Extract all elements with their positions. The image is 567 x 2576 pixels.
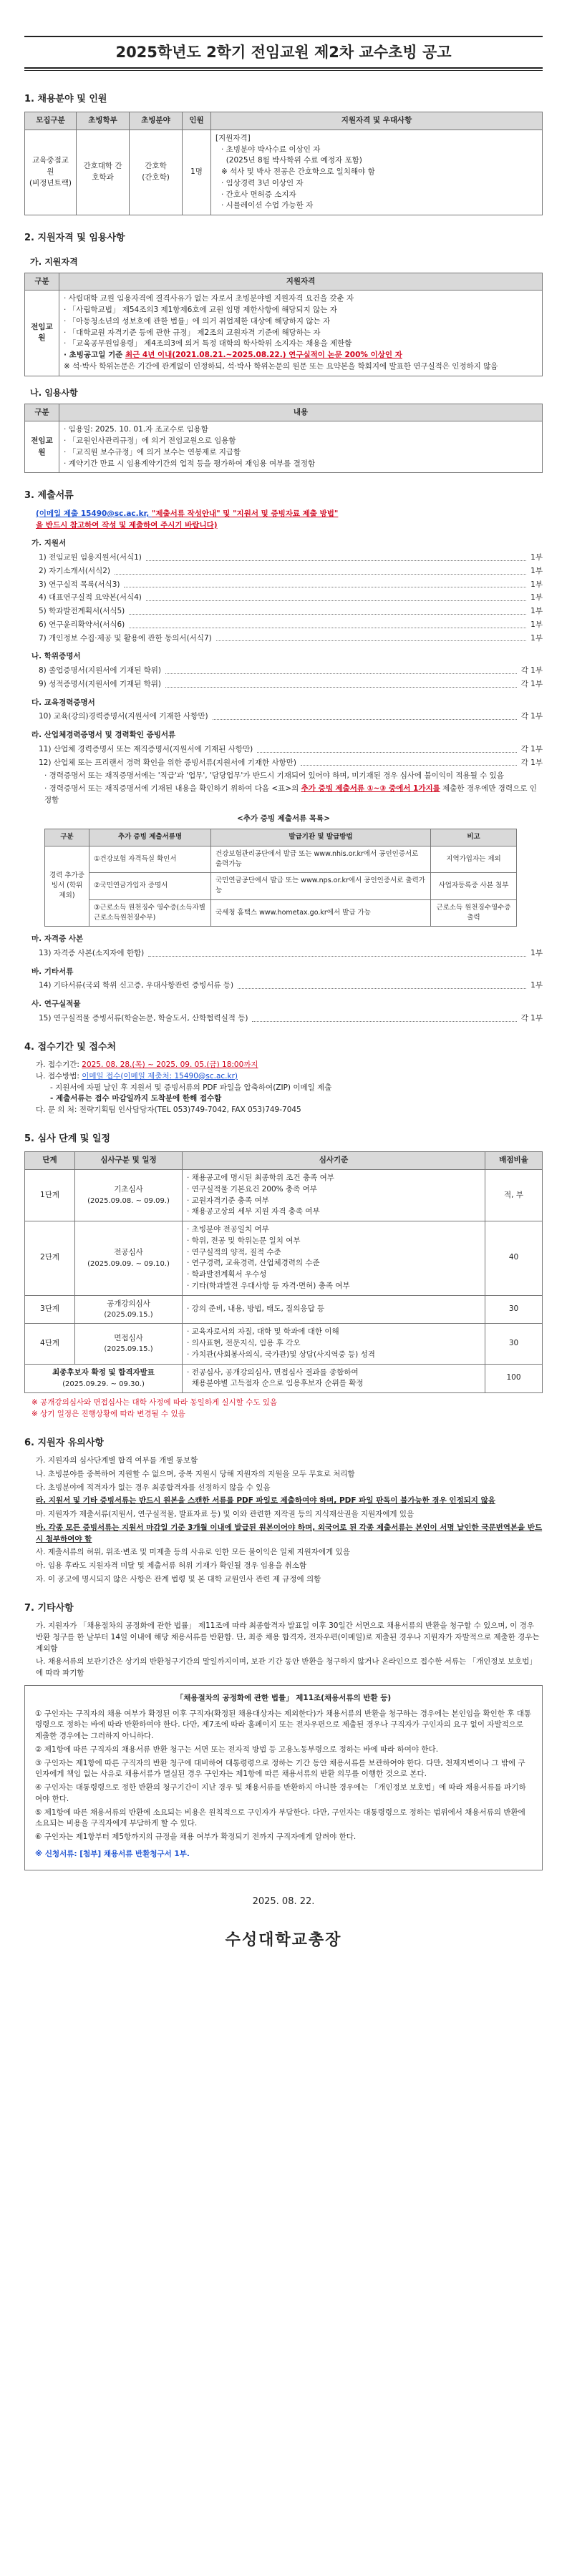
qual-item: · 간호사 면허증 소지자 bbox=[221, 190, 296, 199]
title-rule-bottom-thin bbox=[24, 70, 543, 71]
stage-label: 2단계 bbox=[25, 1221, 75, 1296]
doc-row bbox=[39, 552, 543, 564]
th-category: 모집구분 bbox=[25, 112, 77, 130]
law-box-item: ② 제1항에 따른 구직자의 채용서류 반환 청구는 서면 또는 전자적 방법 등 고용노동부령으로 정하는 바에 따라 하여야 한다. bbox=[35, 1745, 439, 1754]
submission-intro-line1 bbox=[36, 509, 543, 520]
doc-label: 1) 전임교원 임용지원서(서식1) bbox=[39, 553, 142, 562]
doc-label: 12) 산업체 또는 프리랜서 경력 확인을 위한 증빙서류(지원서에 기재한 사항만) bbox=[39, 758, 296, 767]
doc-label: 14) 기타서류(국외 학위 신고증, 우대사항관련 증빙서류 등) bbox=[39, 981, 234, 990]
doc-count: 각 1부 bbox=[520, 744, 543, 753]
doc-leader bbox=[165, 668, 517, 674]
cell-dept: 간호대학 간호학과 bbox=[77, 130, 130, 215]
qual-title: [지원자격] bbox=[215, 133, 251, 142]
qual-item: (2025년 8월 박사학위 수료 예정자 포함) bbox=[221, 156, 362, 165]
eligibility-item: · 「사립학교법」 제54조의3 제1항제6호에 교원 임명 제한사항에 해당되지 않는 자 bbox=[64, 306, 337, 314]
section-7-heading: 7. 기타사항 bbox=[24, 1602, 74, 1614]
docs-sa-list bbox=[24, 1013, 543, 1025]
stage-score: 40 bbox=[485, 1221, 543, 1296]
doc-leader bbox=[216, 635, 526, 641]
stage-label: 최종후보자 확정 및 합격자발표 bbox=[52, 1367, 155, 1377]
doc-leader bbox=[146, 595, 526, 601]
doc-row bbox=[39, 711, 543, 723]
applicant-note: 바. 각종 모든 증빙서류는 지원서 마감일 기준 3개월 이내에 발급된 원본이어야 하며, 외국어로 된 각종 제출서류는 본인이 서명 날인한 국문번역본을 반드시 첨부하여야 함 bbox=[36, 1523, 543, 1543]
criteria-item: · 가치관(사회봉사의식, 국가관)및 상담(사지역중 등) 성격 bbox=[187, 1350, 375, 1359]
section-2-ga: 가. 지원자격 bbox=[30, 256, 78, 267]
cell-eligibility-label: 전임교원 bbox=[25, 291, 59, 376]
period-value: 2025. 08. 28.(목) ~ 2025. 09. 05.(금) 18:00까지 bbox=[82, 1060, 258, 1069]
stage-label: 3단계 bbox=[25, 1295, 75, 1324]
field-text: 간호학 bbox=[145, 162, 167, 171]
reception-method bbox=[36, 1071, 543, 1083]
stage-label: 4단계 bbox=[25, 1324, 75, 1364]
doc-leader bbox=[124, 582, 526, 587]
eligibility-note: ※ 석·박사 학위논문은 기간에 관계없이 인정하되, 석·박사 학위논문의 원문 또는 요약본을 학회지에 발표한 연구실적은 인정하지 않음 bbox=[64, 361, 498, 371]
criteria-item: · 의사표현, 전문지식, 임용 후 각오 bbox=[187, 1339, 301, 1347]
ra-note: · 경력증명서 또는 재직증명서에는 '직급'과 '업무', '담당업무'가 반드시 기재되어 있어야 하며, 미기재된 경우 심사에 불이익이 적용될 수 있음 bbox=[44, 771, 504, 781]
criteria-item: · 교육자로서의 자질, 대학 및 학과에 대한 이해 bbox=[187, 1327, 339, 1337]
doc-count: 1부 bbox=[530, 948, 543, 957]
doc-leader bbox=[146, 555, 526, 561]
cell-field bbox=[130, 130, 183, 215]
stage-date: (2025.09.29. ~ 09.30.) bbox=[62, 1380, 145, 1388]
cell-count: 1명 bbox=[183, 130, 211, 215]
doc-row bbox=[39, 1013, 543, 1025]
eligibility-header bbox=[25, 273, 543, 291]
research-prefix: · 초빙공고일 기준 bbox=[64, 351, 125, 359]
stage-criteria bbox=[183, 1324, 485, 1364]
criteria-item: · 연구실적의 양적, 질적 수준 bbox=[187, 1247, 281, 1257]
stage-score: 적, 부 bbox=[485, 1170, 543, 1221]
th-evidence-note: 비고 bbox=[431, 829, 517, 846]
review-row bbox=[25, 1324, 543, 1364]
docs-ga-list bbox=[24, 552, 543, 644]
doc-label: 5) 학과발전계획서(서식5) bbox=[39, 607, 125, 615]
th-division: 구분 bbox=[25, 273, 59, 291]
review-row bbox=[25, 1170, 543, 1221]
doc-count: 1부 bbox=[530, 580, 543, 589]
doc-label: 8) 졸업증명서(지원서에 기재된 학위) bbox=[39, 666, 161, 675]
appointment-item: · 계약기간 만료 시 임용계약기간의 업적 등을 평가하여 재임용 여부를 결정함 bbox=[64, 459, 316, 468]
docs-ra-list bbox=[24, 744, 543, 769]
criteria-item: · 학위, 전공 및 학위논문 일치 여부 bbox=[187, 1236, 301, 1245]
stage-schedule bbox=[75, 1295, 183, 1324]
stage-schedule bbox=[75, 1170, 183, 1221]
applicant-note: 나. 초빙분야를 중복하여 지원할 수 없으며, 중복 지원시 당해 지원자의 지원을 모두 무효로 처리함 bbox=[36, 1469, 355, 1478]
page-title: 2025학년도 2학기 전임교원 제2차 교수초빙 공고 bbox=[115, 44, 452, 61]
th-appt-content: 내용 bbox=[59, 404, 543, 421]
doc-count: 각 1부 bbox=[520, 758, 543, 767]
criteria-item: · 교원자격기준 충족 여부 bbox=[187, 1196, 269, 1205]
applicant-note: 사. 제출서류의 허위, 위조·변조 및 미제출 등의 사유로 인한 모든 불이익은 일체 지원자에게 있음 bbox=[36, 1548, 350, 1557]
evidence-issuer: 국세청 홈택스 www.hometax.go.kr에서 발급 가능 bbox=[211, 899, 431, 927]
th-stage-schedule: 심사구분 및 일정 bbox=[75, 1152, 183, 1170]
th-evidence-name: 추가 증빙 제출서류명 bbox=[89, 829, 211, 846]
appointment-list bbox=[64, 424, 538, 469]
submission-intro bbox=[36, 509, 543, 532]
qual-item: ※ 석사 및 박사 전공은 간호학으로 일치해야 함 bbox=[221, 167, 375, 176]
applicant-note: 자. 이 공고에 명시되지 않은 사항은 관계 법령 및 본 대학 교원인사 관련 제 규정에 의함 bbox=[36, 1574, 321, 1584]
docs-na-list bbox=[24, 665, 543, 691]
applicant-note: 라. 지원서 및 기타 증빙서류는 반드시 원본을 스캔한 서류를 PDF 파일로 제출하여야 하며, PDF 파일 판독이 불가능한 경우 인정되지 않음 bbox=[36, 1496, 495, 1506]
doc-leader bbox=[148, 951, 526, 957]
reception-contact: 다. 문 의 처: 전략기획팀 인사담당자(TEL 053)749-7042, FAX 053)749-7045 bbox=[36, 1106, 301, 1114]
eligibility-item: · 「아동청소년의 성보호에 관한 법률」에 의거 취업제한 대상에 해당하지 않는 자 bbox=[64, 316, 331, 326]
criteria-item: · 채용공고에 명시된 최종학위 조건 충족 여부 bbox=[187, 1174, 334, 1182]
doc-leader bbox=[301, 760, 517, 766]
applicant-note: 가. 지원자의 심사단계별 합격 여부를 개별 통보함 bbox=[36, 1456, 198, 1465]
stage-score: 30 bbox=[485, 1295, 543, 1324]
law-box-item: ③ 구인자는 제1항에 따른 구직자의 반환 청구에 대비하여 대통령령으로 정하는 기간 동안 채용서류를 보관하여야 한다. 다만, 천재지변이나 그 밖에 구인자에게 책임 없는 사유로 채용서류가 멸실된 경우 구인자는 제1항에 따른 채용서류의 반환 의무를 이행한 것으로 본다. bbox=[35, 1758, 525, 1779]
docs-ma-heading: 마. 자격증 사본 bbox=[32, 935, 84, 943]
submission-email-note: (이메일 제출 15490@sc.ac.kr, bbox=[36, 509, 152, 518]
review-note: ※ 공개강의심사와 면접심사는 대학 사정에 따라 동일하게 실시할 수도 있음 bbox=[32, 1398, 278, 1407]
evidence-note: 사업자등록증 사본 첨부 bbox=[431, 873, 517, 900]
appointment-header bbox=[25, 404, 543, 421]
ra-note-end: 제출한 경우에만 경력으로 인정함 bbox=[44, 784, 537, 804]
stage-criteria bbox=[183, 1295, 485, 1324]
reception-period bbox=[36, 1060, 543, 1071]
applicant-note: 마. 지원자가 제출서류(지원서, 연구실적물, 발표자료 등) 및 이와 관련한 저작권 등의 지식재산권을 지원자에게 있음 bbox=[36, 1510, 415, 1518]
law-box-item: ⑤ 제1항에 따른 채용서류의 반환에 소요되는 비용은 원칙적으로 구인자가 부담한다. 다만, 구인자는 대통령령으로 정하는 범위에서 채용서류의 반환에 소요되는 비용을 구직자에게 부담하게 할 수 있다. bbox=[35, 1807, 525, 1828]
cell-appt-list bbox=[59, 421, 543, 473]
th-dept: 초빙학부 bbox=[77, 112, 130, 130]
doc-row bbox=[39, 679, 543, 691]
law-box-item: ⑥ 구인자는 제1항부터 제5항까지의 규정을 채용 여부가 확정되기 전까지 구직자에게 알려야 한다. bbox=[35, 1833, 357, 1841]
field-sub: (간호학) bbox=[142, 172, 170, 182]
stage-schedule bbox=[75, 1221, 183, 1296]
recruit-table-row bbox=[25, 130, 543, 215]
doc-label: 10) 교육(강의)경력증명서(지원서에 기재한 사항만) bbox=[39, 712, 208, 721]
doc-label: 6) 연구윤리확약서(서식6) bbox=[39, 620, 125, 629]
review-row bbox=[25, 1364, 543, 1393]
review-table bbox=[24, 1151, 543, 1393]
misc-block bbox=[36, 1621, 543, 1679]
doc-row bbox=[39, 980, 543, 992]
doc-label: 7) 개인정보 수집·제공 및 활용에 관한 동의서(서식7) bbox=[39, 633, 212, 643]
review-header bbox=[25, 1152, 543, 1170]
doc-row bbox=[39, 606, 543, 618]
th-stage: 단계 bbox=[25, 1152, 75, 1170]
docs-ra-heading: 라. 산업체경력증명서 및 경력확인 증빙서류 bbox=[32, 731, 176, 739]
cell-qualification bbox=[211, 130, 543, 215]
stage-name: 공개강의심사 bbox=[107, 1299, 150, 1308]
criteria-item: · 연구실적물 기본요건 200% 충족 여부 bbox=[187, 1184, 317, 1194]
section-5-heading: 5. 심사 단계 및 일정 bbox=[24, 1133, 110, 1144]
stage-score: 30 bbox=[485, 1324, 543, 1364]
evidence-name: ②국민연금가입자 증명서 bbox=[89, 873, 211, 900]
evidence-name: ③근로소득 원천징수 영수증(소득자별근로소득원천징수부) bbox=[89, 899, 211, 927]
method-value: 이메일 접수(이메일 제출처: 15490@sc.ac.kr) bbox=[82, 1071, 238, 1080]
doc-label: 9) 성적증명서(지원서에 기재된 학위) bbox=[39, 679, 161, 688]
qual-item: · 임상경력 3년 이상인 자 bbox=[221, 178, 304, 187]
doc-count: 1부 bbox=[530, 981, 543, 990]
th-eligibility: 지원자격 bbox=[59, 273, 543, 291]
stage-criteria bbox=[183, 1221, 485, 1296]
section-2-na: 나. 임용사항 bbox=[30, 387, 78, 398]
docs-ba-heading: 바. 기타서류 bbox=[32, 967, 74, 976]
doc-leader bbox=[257, 747, 516, 753]
evidence-row bbox=[45, 846, 517, 873]
docs-ma-list bbox=[24, 948, 543, 960]
doc-label: 11) 산업체 경력증명서 또는 재직증명서(지원서에 기재된 사항만) bbox=[39, 744, 253, 753]
cell-appt-label: 전임교원 bbox=[25, 421, 59, 473]
misc-item: 나. 채용서류의 보관기간은 상기의 반환청구기간의 말일까지이며, 보관 기간 동안 반환을 청구하지 않거나 온라인으로 접수한 서류는 「개인정보 보호법」에 따라 파기함 bbox=[36, 1657, 537, 1677]
ra-note-highlight: 추가 증빙 제출서류 ①~③ 중에서 1가지를 bbox=[301, 784, 440, 793]
doc-leader bbox=[252, 1016, 516, 1022]
title-rule-bottom bbox=[24, 67, 543, 69]
submission-intro-line2: 을 반드시 참고하여 작성 및 제출하여 주시기 바랍니다) bbox=[36, 520, 218, 530]
applicant-note: 아. 임용 후라도 지원자격 미달 및 제출서류 허위 기재가 확인될 경우 임용을 취소함 bbox=[36, 1561, 307, 1570]
applicant-note: 다. 초빙분야에 적격자가 없는 경우 최종합격자를 선정하지 않을 수 있음 bbox=[36, 1483, 271, 1492]
evidence-label: 경력 추가증빙서 (학위 제외) bbox=[45, 846, 89, 927]
category-sub: (비정년트랙) bbox=[29, 178, 72, 187]
evidence-table-title: <추가 증빙 제출서류 목록> bbox=[237, 814, 330, 823]
doc-row bbox=[39, 948, 543, 960]
applicant-notes bbox=[36, 1455, 543, 1586]
law-box bbox=[24, 1685, 543, 1870]
qual-item: · 시뮬레이션 수업 가능한 자 bbox=[221, 201, 314, 210]
stage-label: 1단계 bbox=[25, 1170, 75, 1221]
doc-count: 1부 bbox=[530, 553, 543, 562]
section-6-heading: 6. 지원자 유의사항 bbox=[24, 1437, 104, 1448]
doc-row bbox=[39, 580, 543, 591]
review-note: ※ 상기 일정은 진행상황에 따라 변경될 수 있음 bbox=[32, 1409, 185, 1418]
section-3-heading: 3. 제출서류 bbox=[24, 490, 74, 502]
review-body bbox=[25, 1170, 543, 1393]
evidence-note: 지역가입자는 제외 bbox=[431, 846, 517, 873]
law-box-item: ④ 구인자는 대통령령으로 정한 반환의 청구기간이 지난 경우 및 채용서류를 반환하지 아니한 경우에는 「개인정보 보호법」에 따라 채용서류를 파기하여야 한다. bbox=[35, 1783, 526, 1803]
docs-da-list bbox=[24, 711, 543, 723]
th-qualification: 지원자격 및 우대사항 bbox=[211, 112, 543, 130]
th-evidence-div: 구분 bbox=[45, 829, 89, 846]
doc-leader bbox=[238, 983, 526, 989]
stage-schedule bbox=[75, 1324, 183, 1364]
category-text: 교육중점교원 bbox=[32, 156, 69, 176]
section-4-heading: 4. 접수기간 및 접수처 bbox=[24, 1041, 117, 1053]
criteria-item: · 전공심사, 공개강의심사, 면접심사 결과를 종합하여 bbox=[187, 1367, 359, 1377]
appointment-item: · 임용일: 2025. 10. 01.자 조교수로 임용함 bbox=[64, 425, 208, 434]
doc-leader bbox=[129, 609, 526, 615]
section-1-heading: 1. 채용분야 및 인원 bbox=[24, 93, 107, 104]
research-highlight: 최근 4년 이내(2021.08.21.~2025.08.22.) 연구실적이 논문 200% 이상인 자 bbox=[125, 351, 402, 359]
title-block bbox=[24, 36, 543, 71]
reception-block bbox=[36, 1060, 543, 1116]
doc-leader bbox=[115, 569, 526, 575]
doc-row bbox=[39, 633, 543, 645]
recruit-table-header bbox=[25, 112, 543, 130]
docs-ga-heading: 가. 지원서 bbox=[32, 539, 67, 548]
docs-na-heading: 나. 학위증명서 bbox=[32, 652, 81, 661]
th-score: 배점비율 bbox=[485, 1152, 543, 1170]
stage-date: (2025.09.08. ~ 09.09.) bbox=[87, 1196, 170, 1205]
doc-label: 4) 대표연구실적 요약본(서식4) bbox=[39, 593, 142, 602]
docs-ba-list bbox=[24, 980, 543, 992]
stage-criteria bbox=[183, 1170, 485, 1221]
period-label: 가. 접수기간: bbox=[36, 1060, 82, 1069]
appointment-table bbox=[24, 404, 543, 474]
criteria-item: · 학과발전계획서 우수성 bbox=[187, 1270, 267, 1279]
docs-da-heading: 다. 교육경력증명서 bbox=[32, 698, 95, 707]
misc-item: 가. 지원자가 「채용절차의 공정화에 관한 법률」 제11조에 따라 최종합격자 발표일 이후 30일간 서면으로 채용서류의 반환을 청구할 수 있으며, 이 경우 반환 청구를 한 날부터 14일 이내에 해당 채용서류를 반환함. 단, 최종 채용 합격자, 전자우편(이메일)로 제출된 경우나 지원자가 자발적으로 제출한 경우는 제외함 bbox=[36, 1621, 540, 1653]
stage-date: (2025.09.15.) bbox=[104, 1345, 153, 1354]
doc-label: 2) 자기소개서(서식2) bbox=[39, 566, 110, 575]
review-final-stage bbox=[25, 1364, 183, 1393]
law-box-title: 「채용절차의 공정화에 관한 법률」 제11조(채용서류의 반환 등) bbox=[175, 1693, 392, 1702]
doc-count: 1부 bbox=[530, 593, 543, 602]
stage-name: 전공심사 bbox=[114, 1247, 143, 1257]
doc-label: 15) 연구실적물 증빙서류(학술논문, 학술도서, 산학협력실적 등) bbox=[39, 1013, 248, 1023]
review-row bbox=[25, 1295, 543, 1324]
criteria-item: 채용분야별 고득점자 순으로 임용후보자 순위를 확정 bbox=[187, 1379, 364, 1388]
eligibility-research-item bbox=[64, 350, 538, 361]
eligibility-table bbox=[24, 273, 543, 376]
eligibility-row bbox=[25, 291, 543, 376]
criteria-item: · 채용공고상의 세부 지원 자격 충족 여부 bbox=[187, 1207, 320, 1216]
evidence-name: ①건강보험 자격득실 확인서 bbox=[89, 846, 211, 873]
section-2-heading: 2. 지원자격 및 임용사항 bbox=[24, 233, 125, 243]
eligibility-item: · 「교육공무원임용령」 제4조의3에 의거 특정 대학의 학사학위 소지자는 채용을 제한함 bbox=[64, 339, 352, 348]
reception-line: - 지원서에 자필 날인 후 지원서 및 증빙서류의 PDF 파일을 압축하여(ZIP) 이메일 제출 bbox=[50, 1083, 332, 1092]
doc-count: 각 1부 bbox=[520, 679, 543, 688]
th-criteria: 심사기준 bbox=[183, 1152, 485, 1170]
doc-count: 각 1부 bbox=[520, 1013, 543, 1023]
doc-leader bbox=[129, 623, 526, 628]
appointment-item: · 「교원인사관리규정」에 의거 전임교원으로 임용함 bbox=[64, 436, 236, 445]
doc-label: 3) 연구실적 목록(서식3) bbox=[39, 580, 120, 589]
evidence-issuer: 건강보험관리공단에서 발급 또는 www.nhis.or.kr에서 공인인증서로 출력가능 bbox=[211, 846, 431, 873]
stage-name: 기초심사 bbox=[114, 1185, 143, 1194]
stage-score: 100 bbox=[485, 1364, 543, 1393]
th-appt-division: 구분 bbox=[25, 404, 59, 421]
doc-count: 각 1부 bbox=[520, 712, 543, 721]
eligibility-list bbox=[64, 293, 538, 372]
evidence-table bbox=[44, 829, 517, 927]
th-evidence-issuer: 발급기관 및 발급방법 bbox=[211, 829, 431, 846]
doc-row bbox=[39, 665, 543, 677]
evidence-row bbox=[45, 873, 517, 900]
recruit-table bbox=[24, 112, 543, 215]
doc-count: 1부 bbox=[530, 566, 543, 575]
doc-row bbox=[39, 744, 543, 756]
criteria-item: · 강의 준비, 내용, 방법, 태도, 질의응답 등 bbox=[187, 1304, 325, 1313]
evidence-issuer: 국민연금공단에서 발급 또는 www.nps.or.kr에서 공인인증서로 출력가능 bbox=[211, 873, 431, 900]
cell-category bbox=[25, 130, 77, 215]
doc-row bbox=[39, 620, 543, 631]
appointment-item: · 「교직원 보수규정」에 의거 보수는 연봉제로 지급함 bbox=[64, 447, 241, 457]
doc-count: 1부 bbox=[530, 607, 543, 615]
criteria-item: · 초빙분야 전공일치 여부 bbox=[187, 1225, 269, 1234]
eligibility-item: · 사립대학 교원 임용자격에 결격사유가 없는 자로서 초빙분야별 지원자격 요건을 갖춘 자 bbox=[64, 294, 354, 303]
criteria-item: · 기타(학과발전 우대사항 등 자격·면허) 충족 여부 bbox=[187, 1281, 350, 1290]
doc-label: 13) 자격증 사본(소지자에 한함) bbox=[39, 948, 145, 957]
notice-date: 2025. 08. 22. bbox=[252, 1896, 315, 1907]
evidence-note: 근로소득 원천징수영수증 출력 bbox=[431, 899, 517, 927]
qual-item: · 초빙분야 박사수료 이상인 자 bbox=[221, 145, 321, 154]
criteria-item: · 연구경력, 교육경력, 산업체경력의 수준 bbox=[187, 1259, 320, 1268]
review-row bbox=[25, 1221, 543, 1296]
law-box-item: ① 구인자는 구직자의 채용 여부가 확정된 이후 구직자(확정된 채용대상자는 제외한다)가 채용서류의 반환을 청구하는 경우에는 본인임을 확인한 후 대통령령으로 정하는 바에 따라 반환하여야 한다. 다만, 제7조에 따라 홈페이지 또는 전자우편으로 제출된 경우나 구직자가 구인자의 요구 없이 자발적으로 제출한 경우에는 그러하지 아니하다. bbox=[35, 1709, 532, 1740]
evidence-row bbox=[45, 899, 517, 927]
cell-eligibility-list bbox=[59, 291, 543, 376]
ra-note-evidence bbox=[44, 784, 543, 806]
appointment-row bbox=[25, 421, 543, 473]
doc-row bbox=[39, 566, 543, 577]
doc-count: 각 1부 bbox=[520, 666, 543, 675]
stage-criteria bbox=[183, 1364, 485, 1393]
submission-guide-note: "제출서류 작성안내" 및 "지원서 및 증빙자료 제출 방법" bbox=[151, 509, 339, 518]
stage-date: (2025.09.15.) bbox=[104, 1311, 153, 1319]
th-count: 인원 bbox=[183, 112, 211, 130]
stage-name: 면접심사 bbox=[114, 1333, 143, 1342]
ra-note-text: · 경력증명서 또는 재직증명서에 기재된 내용을 확인하기 위하여 다음 <표>의 bbox=[44, 784, 301, 793]
law-box-footer: ※ 신청서류: [첨부] 채용서류 반환청구서 1부. bbox=[35, 1849, 190, 1858]
doc-leader bbox=[213, 714, 517, 720]
doc-count: 1부 bbox=[530, 620, 543, 629]
doc-leader bbox=[165, 682, 517, 688]
docs-sa-heading: 사. 연구실적물 bbox=[32, 1000, 81, 1008]
doc-count: 1부 bbox=[530, 633, 543, 643]
evidence-table-header bbox=[45, 829, 517, 846]
stage-date: (2025.09.09. ~ 09.10.) bbox=[87, 1259, 170, 1268]
doc-row bbox=[39, 592, 543, 604]
method-label: 나. 접수방법: bbox=[36, 1071, 82, 1080]
th-field: 초빙분야 bbox=[130, 112, 183, 130]
doc-row bbox=[39, 758, 543, 769]
eligibility-item: · 「대학교원 자격기준 등에 관한 규정」 제2조의 교원자격 기준에 해당하는 자 bbox=[64, 328, 321, 337]
signature: 수성대학교총장 bbox=[225, 1931, 342, 1949]
reception-line: - 제출서류는 접수 마감일까지 도착분에 한해 접수함 bbox=[50, 1094, 222, 1103]
